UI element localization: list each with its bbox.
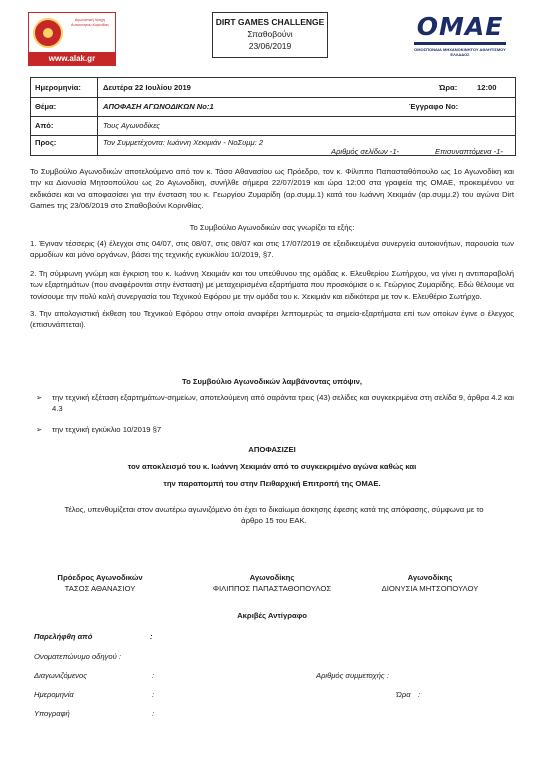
receipt-time-label: Ώρα bbox=[396, 690, 411, 699]
time-label: Ώρα: bbox=[439, 83, 458, 92]
signature-steward-2 bbox=[350, 572, 510, 594]
receipt-date-colon: : bbox=[152, 690, 155, 699]
event-title: DIRT GAMES CHALLENGE bbox=[215, 17, 325, 27]
decision-heading: ΑΠΟΦΑΣΙΖΕΙ bbox=[248, 445, 296, 454]
signature-name: ΔΙΟΝΥΣΙΑ ΜΗΤΣΟΠΟΥΛΟΥ bbox=[381, 584, 479, 593]
finding-item-1: 1. Έγιναν τέσσερις (4) έλεγχοι στις 04/07, στις 08/07, στις 08/07 και στις 17/07/2019 σε εξειδικευμένα συνεργεία αυτοκινήτων, παρουσία των αρμοδίων και μόνο οργάνων, βάσει της τεχνικής εγκυκλίου 10/2019, §7. bbox=[30, 239, 514, 260]
subject-label: Θέμα: bbox=[35, 102, 57, 111]
subject-value: ΑΠΟΦΑΣΗ ΑΓΩΝΟΔΙΚΩΝ Νο:1 bbox=[103, 102, 214, 111]
document-number-label: Έγγραφο Νο: bbox=[409, 102, 459, 111]
signature-role: Αγωνοδίκης bbox=[407, 573, 453, 582]
club-name: Αγωνιστική Λέσχη Αυτοκινήτου Κορινθίας bbox=[70, 18, 110, 27]
date-label: Ημερομηνία: bbox=[35, 83, 81, 92]
federation-logo bbox=[408, 12, 512, 62]
true-copy-title: Ακριβές Αντίγραφο bbox=[237, 611, 307, 620]
from-label: Από: bbox=[35, 121, 54, 130]
receipt-time-colon: : bbox=[418, 690, 421, 699]
intro-statement: Το Συμβούλιο Αγωνοδικών σας γνωρίζει τα εξής: bbox=[189, 223, 355, 232]
driver-name-label: Ονοματεπώνυμο οδηγού : bbox=[34, 652, 122, 661]
federation-name: OMAE bbox=[416, 12, 504, 41]
date-value: Δευτέρα 22 Ιουλίου 2019 bbox=[103, 83, 191, 92]
appeal-notice: Τέλος, υπενθυμίζεται στον ανωτέρω αγωνιζόμενο ότι έχει το δικαίωμα άσκησης έφεσης κατά της απόφασης, σύμφωνα με το άρθρο 15 του ΕΑΚ. bbox=[64, 505, 484, 526]
attachments-count: Επισυναπτόμενα -1- bbox=[435, 147, 503, 156]
event-title-box bbox=[212, 12, 328, 58]
intro-paragraph: Το Συμβούλιο Αγωνοδικών αποτελούμενο από τον κ. Τάσο Αθανασίου ως Πρόεδρο, τον κ. Φίλιππο Παπασταθόπουλο ως 1ο Αγωνοδίκη και την κα Διονυσία Μητσοπούλου ως 2ο Αγωνοδίκη, συνήλθε σήμερα 22/07/2019 και ώρα 12:00 στα γραφεία της ΟΜΑΕ, προκειμένου να εκδικάσει και να αποφασίσει για την ένσταση του κ. Γεωργίου Ζυμαρίδη (αρ.συμμ.1) κατά του Ιωάννη Χεκιμιάν (αρ.συμμ.2) του αγώνα Dirt Games της 23/06/2019 στο Σπαθοβούνι Κορινθίας. bbox=[30, 167, 514, 210]
received-from-label: Παρελήφθη από bbox=[34, 632, 93, 641]
signature-president bbox=[20, 572, 180, 594]
signature-role: Πρόεδρος Αγωνοδικών bbox=[57, 573, 143, 582]
club-emblem-icon bbox=[33, 18, 63, 48]
to-label: Προς: bbox=[35, 138, 57, 147]
entry-number-label: Αριθμός συμμετοχής : bbox=[316, 671, 389, 680]
considering-heading: Το Συμβούλιο Αγωνοδικών λαμβάνοντας υπόψιν, bbox=[181, 377, 363, 386]
consideration-text: την τεχνική εγκύκλιο 10/2019 §7 bbox=[52, 425, 162, 434]
pages-count: Αριθμός σελίδων -1- bbox=[331, 147, 400, 156]
arrow-bullet-icon: ➢ bbox=[36, 393, 43, 402]
signature-name: ΤΑΣΟΣ ΑΘΑΝΑΣΙΟΥ bbox=[64, 584, 136, 593]
federation-logo-bar bbox=[414, 42, 506, 45]
event-date: 23/06/2019 bbox=[248, 41, 292, 51]
signature-name: ΦΙΛΙΠΠΟΣ ΠΑΠΑΣΤΑΘΟΠΟΥΛΟΣ bbox=[212, 584, 332, 593]
competitor-colon: : bbox=[152, 671, 155, 680]
federation-subtitle: ΟΜΟΣΠΟΝΔΙΑ ΜΗΧΑΝΟΚΙΝΗΤΟΥ ΑΘΛΗΤΙΣΜΟΥ ΕΛΛΑΔΟΣ bbox=[414, 47, 506, 57]
receipt-date-label: Ημερομηνία bbox=[34, 690, 74, 699]
to-value: Τον Συμμετέχοντα: Ιωάννη Χεκιμιάν - ΝοΣυμμ: 2 bbox=[103, 138, 264, 147]
info-row-line bbox=[31, 135, 515, 136]
arrow-bullet-icon: ➢ bbox=[36, 425, 43, 434]
finding-item-2: 2. Τη σύμφωνη γνώμη και έγκριση του κ. Ιωάννη Χεκιμιάν και του υπεύθυνου της ομάδας κ. Ελευθερίου Σωτήρχου, να γίνει η αντιπαραβολή των εξαρτημάτων (που αναφέρονται στην ένσταση) με μεταχειρισμένα εξαρτήματα που προσκόμισε ο κ. Γεώργιος Ζυμαρίδης. Εδώ θέλουμε να τονίσουμε την πολύ καλή συνεργασία του Τεχνικού Εφόρου με την ομάδα του κ. Χεκιμιάν και ειδικότερα με τον κ. Ελευθέριο Σωτήρχο. bbox=[30, 269, 514, 301]
competitor-label: Διαγωνιζόμενος bbox=[34, 671, 87, 680]
signature-role: Αγωνοδίκης bbox=[249, 573, 295, 582]
info-row-line bbox=[31, 116, 515, 117]
consideration-text: την τεχνική εξέταση εξαρτημάτων-σημείων, αποτελούμενη από σαράντα τρεις (43) σελίδες και συγκεκριμένα στη σελίδα 9, άρθρα 4.2 και 4.3 bbox=[52, 393, 514, 414]
info-table bbox=[30, 77, 516, 156]
club-logo bbox=[28, 12, 116, 66]
receipt-signature-label: Υπογραφή bbox=[34, 709, 70, 718]
event-location: Σπαθοβούνι bbox=[247, 29, 293, 39]
time-value: 12:00 bbox=[477, 83, 497, 92]
signature-steward-1 bbox=[192, 572, 352, 594]
received-from-colon: : bbox=[150, 632, 153, 641]
info-row-line bbox=[31, 97, 515, 98]
from-value: Τους Αγωνοδίκες bbox=[103, 121, 161, 130]
finding-item-3: 3. Την απολογιστική έκθεση του Τεχνικού Εφόρου στην οποία αναφέρει λεπτομερώς τα σημεία-εξαρτήματα επί των οποίων έγινε ο έλεγχος (επισυνάπτεται). bbox=[30, 309, 514, 330]
decision-line-2: την παραπομπή του στην Πειθαρχική Επιτροπή της ΟΜΑΕ. bbox=[163, 479, 381, 488]
decision-line-1: τον αποκλεισμό του κ. Ιωάννη Χεκιμιάν από το συγκεκριμένο αγώνα καθώς και bbox=[127, 462, 417, 471]
receipt-signature-colon: : bbox=[152, 709, 155, 718]
club-url: www.alak.gr bbox=[29, 52, 115, 65]
